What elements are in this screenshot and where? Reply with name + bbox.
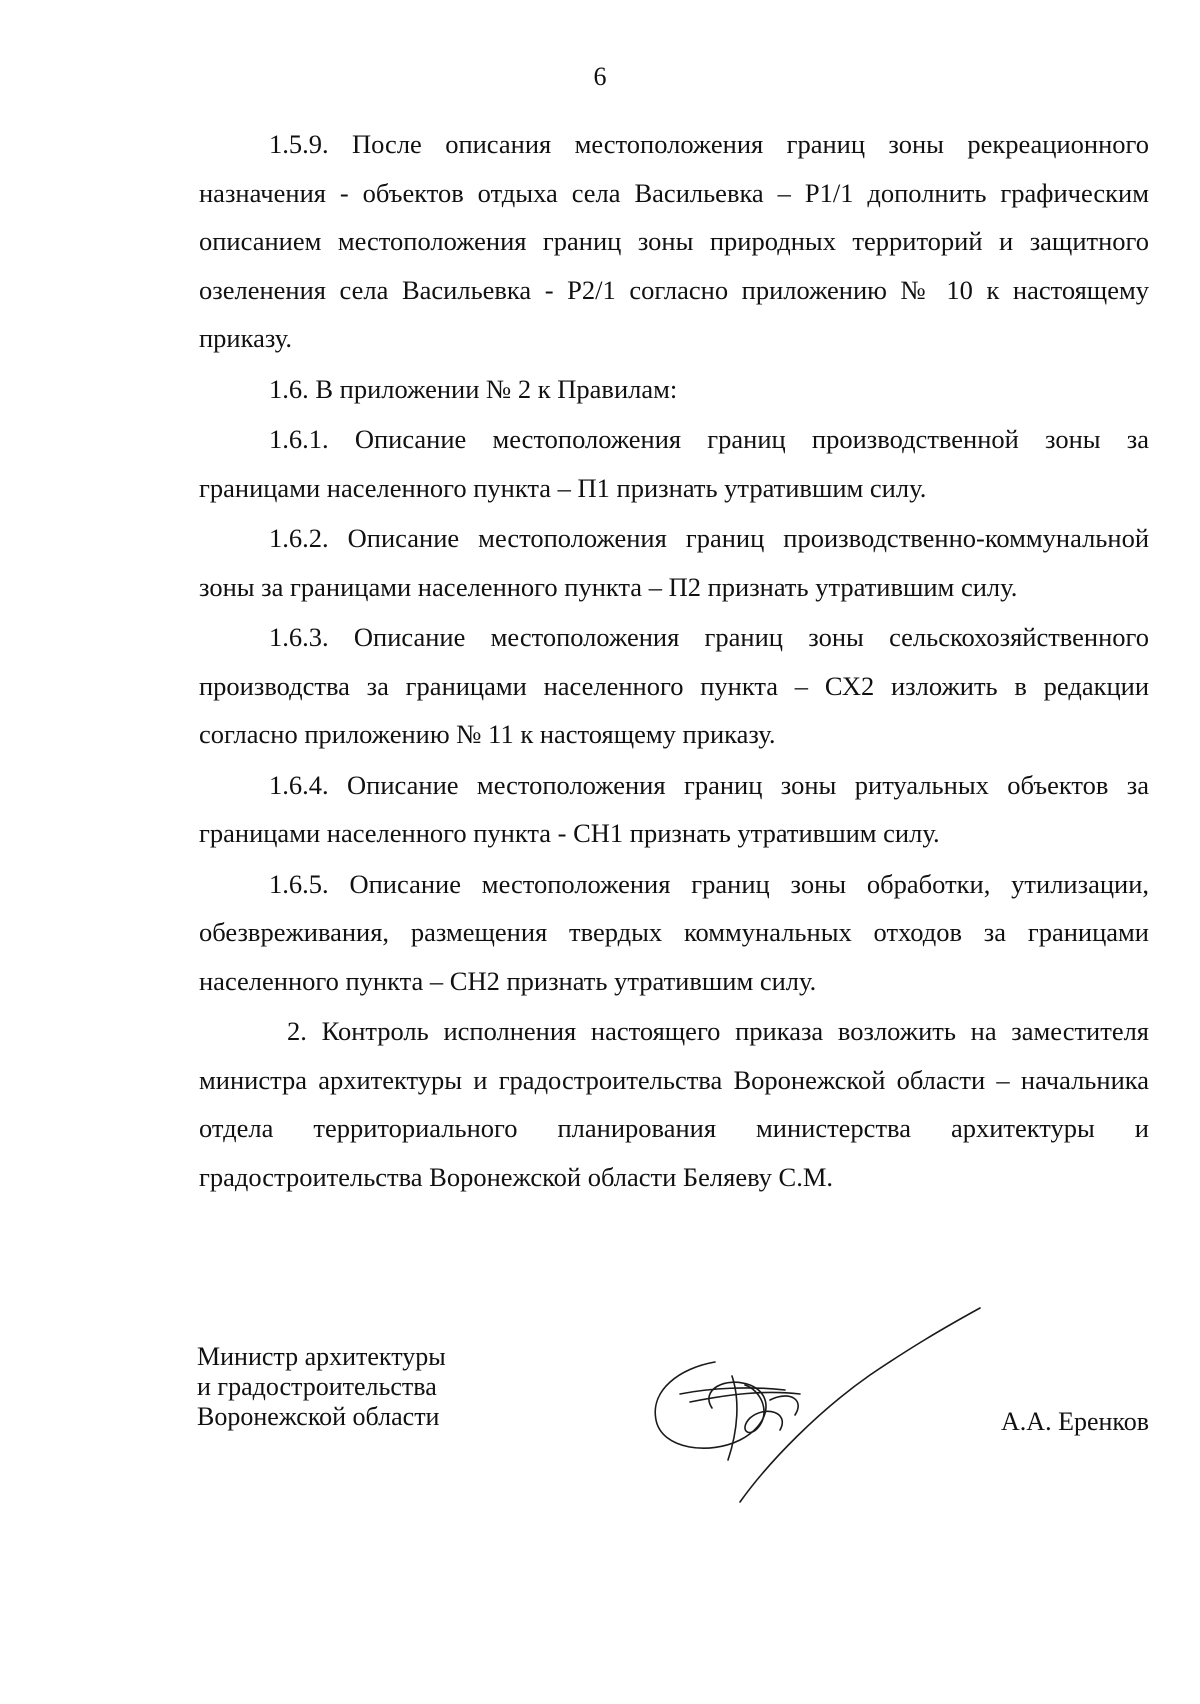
paragraph-1-6: 1.6. В приложении № 2 к Правилам: <box>269 373 678 404</box>
handwritten-signature <box>620 1290 1000 1510</box>
signer-position <box>197 1342 446 1432</box>
paragraph-2-control: 2. Контроль исполнения настоящего приказа возложить на заместителя министра архитектуры и градостроительства Воронежской области – начальника отдела территориального планирования министерства архитектуры и градостроительства Воронежской области Беляеву С.М. <box>199 1016 1149 1192</box>
paragraph-1-6-1: 1.6.1. Описание местоположения границ производственной зоны за границами населенного пункта – П1 признать утратившим силу. <box>199 424 1149 503</box>
paragraph-1-6-3: 1.6.3. Описание местоположения границ зоны сельскохозяйственного производства за границами населенного пункта – СХ2 изложить в редакции согласно приложению № 11 к настоящему приказу. <box>199 622 1149 749</box>
page-number: 6 <box>593 62 607 91</box>
document-body <box>199 120 1149 1203</box>
signer-position-line: Министр архитектуры <box>197 1342 446 1371</box>
paragraph-1-6-5: 1.6.5. Описание местоположения границ зоны обработки, утилизации, обезвреживания, размещения твердых коммунальных отходов за границами населенного пункта – СН2 признать утратившим силу. <box>199 868 1149 996</box>
signer-position-line: Воронежской области <box>197 1402 440 1431</box>
paragraph-1-6-4: 1.6.4. Описание местоположения границ зоны ритуальных объектов за границами населенного пункта - СН1 признать утратившим силу. <box>199 769 1149 848</box>
paragraph-1-5-9: 1.5.9. После описания местоположения границ зоны рекреационного назначения - объектов отдыха села Васильевка – Р1/1 дополнить графическим описанием местоположения границ зоны природных территорий и защитного озеленения села Васильевка - Р2/1 согласно приложению № 10 к настоящему приказу. <box>199 129 1149 353</box>
signer-position-line: и градостроительства <box>197 1372 437 1401</box>
signer-name: А.А. Еренков <box>1001 1407 1149 1436</box>
paragraph-1-6-2: 1.6.2. Описание местоположения границ производственно-коммунальной зоны за границами населенного пункта – П2 признать утратившим силу. <box>199 523 1149 602</box>
